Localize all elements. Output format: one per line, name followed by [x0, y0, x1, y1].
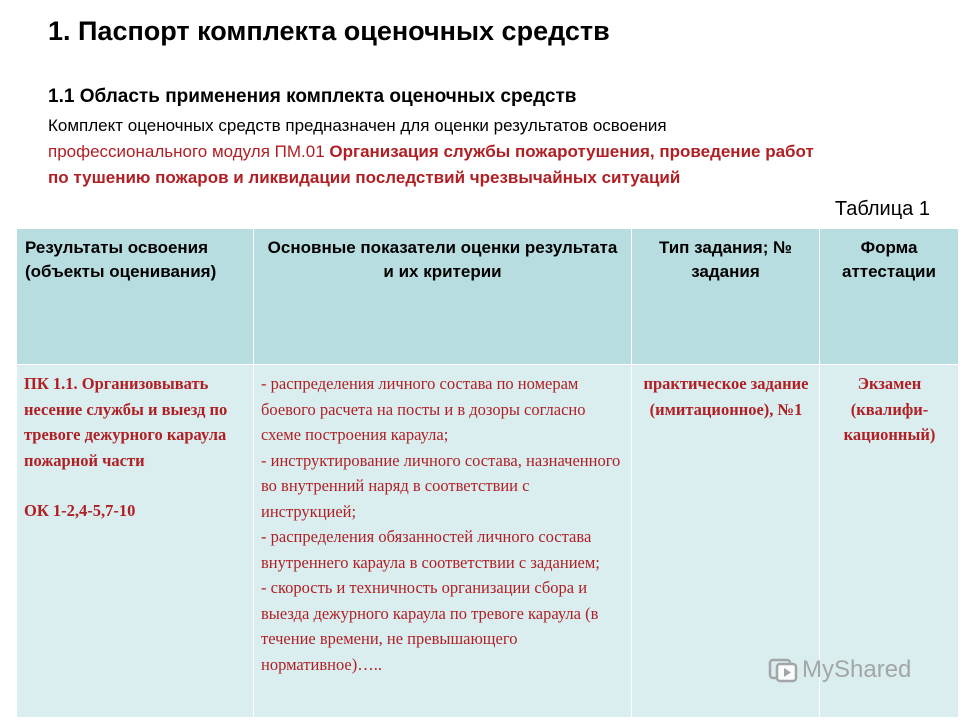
intro-paragraph: [48, 113, 838, 191]
cell-attestation: Экзамен (квалифи-кационный): [820, 365, 959, 718]
header-attestation: Форма аттестации: [820, 229, 959, 365]
intro-module-name: Организация службы пожаротушения, проведение работ по тушению пожаров и ликвидации последствий чрезвычайных ситуаций: [48, 142, 814, 187]
criteria-item: - скорость и техничность организации сбора и выезда дежурного караула по тревоге караула (в течение времени, не превышающего нормативное)…..: [261, 578, 599, 674]
header-results: Результаты освоения (объекты оценивания): [17, 229, 254, 365]
competencies-text: ОК 1-2,4-5,7-10: [24, 501, 136, 520]
page-title: 1. Паспорт комплекта оценочных средств: [48, 16, 610, 46]
cell-criteria: [254, 365, 632, 718]
criteria-item: - распределения личного состава по номерам боевого расчета на посты и в дозоры согласно схеме построения караула;: [261, 374, 586, 444]
criteria-item: - распределения обязанностей личного состава внутреннего караула в соответствии с заданием;: [261, 527, 600, 572]
table-caption: Таблица 1: [834, 198, 930, 220]
intro-text: Комплект оценочных средств предназначен для оценки результатов освоения: [48, 116, 667, 135]
cell-result: [17, 365, 254, 718]
cell-task-type: практическое задание (имитационное), №1: [632, 365, 820, 718]
section-title: 1.1 Область применения комплекта оценочных средств: [48, 86, 577, 107]
assessment-table: [16, 228, 959, 718]
table-header-row: [17, 229, 959, 365]
header-task-type: Тип задания; № задания: [632, 229, 820, 365]
intro-module-prefix: профессионального модуля ПМ.01: [48, 142, 330, 161]
header-criteria: Основные показатели оценки результата и их критерии: [254, 229, 632, 365]
criteria-item: - инструктирование личного состава, назначенного во внутренний наряд в соответствии с инструкцией;: [261, 450, 621, 521]
watermark: [768, 656, 911, 684]
watermark-text: MyShared: [802, 656, 912, 683]
result-text: ПК 1.1. Организовывать несение службы и выезд по тревоге дежурного караула пожарной части: [24, 374, 228, 470]
myshared-logo-icon: [768, 656, 798, 684]
